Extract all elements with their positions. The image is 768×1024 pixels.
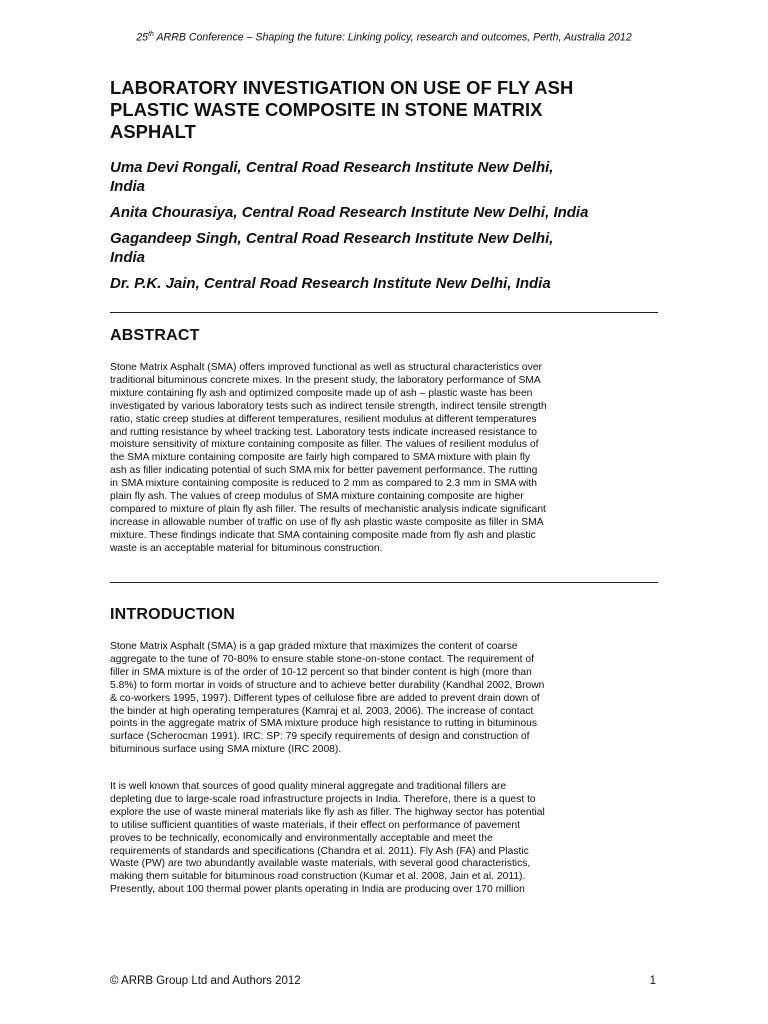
abstract-line: Stone Matrix Asphalt (SMA) offers improved functional as well as structural characteristics over (110, 362, 542, 373)
author-list (110, 158, 658, 300)
abstract-line: mixture. These findings indicate that SMA containing composite made from fly ash and plastic (110, 529, 536, 541)
intro-line: explore the use of waste mineral materials like fly ash as filler. The highway sector has potential (110, 806, 545, 818)
divider (110, 582, 658, 583)
abstract-line: plain fly ash. The values of creep modulus of SMA mixture containing composite are higher (110, 491, 524, 503)
abstract-line: in SMA mixture containing composite is reduced to 2 mm as compared to 2.3 mm in SMA with (110, 478, 537, 490)
author-line: Uma Devi Rongali, Central Road Research Institute New Delhi, (110, 159, 554, 176)
intro-line: proves to be technically, economically and environmentally acceptable and meet the (110, 832, 493, 844)
intro-line: requirements of standards and specifications (Chandra et al. 2011). Fly Ash (FA) and Plastic (110, 845, 529, 857)
introduction-paragraph (110, 781, 658, 897)
title-line: ASPHALT (110, 121, 196, 142)
intro-line: & co-workers 1995, 1997). Different types of cellulose fibre are added to prevent drain down of (110, 692, 540, 704)
author-entry (110, 158, 658, 196)
divider (110, 312, 658, 313)
abstract-text (110, 362, 658, 556)
intro-line: Stone Matrix Asphalt (SMA) is a gap graded mixture that maximizes the content of coarse (110, 641, 518, 652)
introduction-paragraph (110, 641, 658, 757)
abstract-line: investigated by various laboratory tests such as indirect tensile strength, indirect tensile strength (110, 400, 547, 412)
header-ordinal-suffix: th (148, 31, 154, 38)
intro-line: 5.8%) to form mortar in voids of structure and to achieve better durability (Kandhal 2002, Brown (110, 679, 545, 691)
title-line: PLASTIC WASTE COMPOSITE IN STONE MATRIX (110, 99, 543, 120)
abstract-line: waste is an acceptable material for bituminous construction. (110, 542, 383, 554)
intro-line: Waste (PW) are two abundantly available waste materials, with several good characteristics, (110, 858, 531, 870)
abstract-line: traditional bituminous concrete mixes. In the present study, the laboratory performance of SMA (110, 374, 541, 386)
intro-line: to utilise sufficient quantities of waste materials, if their effect on performance of pavement (110, 819, 520, 831)
header-text: ARRB Conference – Shaping the future: Linking policy, research and outcomes, Perth, Australia 2012 (156, 31, 632, 44)
abstract-line: ratio, static creep studies at different temperatures, resilient modulus at different temperatures (110, 413, 537, 425)
intro-line: aggregate to the tune of 70-80% to ensure stable stone-on-stone contact. The requirement of (110, 653, 534, 665)
abstract-line: ash as filler indicating potential of such SMA mix for better pavement performance. The rutting (110, 465, 538, 477)
abstract-line: the SMA mixture containing composite are fairly high compared to SMA mixture with plain fly (110, 452, 531, 464)
intro-line: Presently, about 100 thermal power plants operating in India are producing over 170 million (110, 884, 525, 896)
abstract-line: increase in allowable number of traffic on use of fly ash plastic waste composite as filler in SMA (110, 516, 544, 528)
intro-line: points in the aggregate matrix of SMA mixture produce high resistance to rutting in bituminous (110, 718, 537, 730)
intro-line: surface (Scherocman 1991). IRC: SP: 79 specify requirements of design and construction of (110, 731, 530, 743)
author-entry (110, 274, 658, 293)
author-line: India (110, 178, 146, 195)
conference-header (110, 31, 658, 44)
intro-line: bituminous surface using SMA mixture (IRC 2008). (110, 744, 342, 756)
abstract-line: mixture containing fly ash and optimized composite made up of ash – plastic waste has been (110, 387, 533, 399)
author-line: India (110, 249, 146, 266)
author-entry (110, 229, 658, 267)
intro-line: making them suitable for bituminous road construction (Kumar et al. 2008, Jain et al. 2011). (110, 871, 526, 883)
author-line: Dr. P.K. Jain, Central Road Research Institute New Delhi, India (110, 275, 551, 292)
copyright-footer: © ARRB Group Ltd and Authors 2012 (110, 975, 301, 987)
abstract-line: compared to mixture of plain fly ash filler. The results of mechanistic analysis indicate significant (110, 503, 546, 515)
header-ordinal: 25 (136, 31, 149, 44)
author-line: Gagandeep Singh, Central Road Research Institute New Delhi, (110, 230, 554, 247)
intro-line: depleting due to large-scale road infrastructure projects in India. Therefore, there is a quest to (110, 793, 536, 805)
author-line: Anita Chourasiya, Central Road Research Institute New Delhi, India (110, 204, 589, 221)
abstract-heading: ABSTRACT (110, 327, 200, 344)
abstract-line: and rutting resistance by wheel tracking test. Laboratory tests indicate increased resistance to (110, 426, 537, 438)
abstract-line: moisture sensitivity of mixture containing composite as filler. The values of resilient modulus of (110, 439, 539, 451)
intro-line: the binder at high operating temperatures (Kamraj et al. 2003, 2006). The increase of contact (110, 705, 534, 717)
intro-line: filler in SMA mixture is of the order of 10-12 percent so that binder content is high (more than (110, 666, 532, 678)
intro-line: It is well known that sources of good quality mineral aggregate and traditional fillers are (110, 781, 507, 792)
author-entry (110, 203, 658, 222)
introduction-heading: INTRODUCTION (110, 606, 236, 623)
title-line: LABORATORY INVESTIGATION ON USE OF FLY ASH (110, 77, 574, 98)
paper-title (110, 77, 658, 143)
page-number: 1 (649, 975, 656, 987)
